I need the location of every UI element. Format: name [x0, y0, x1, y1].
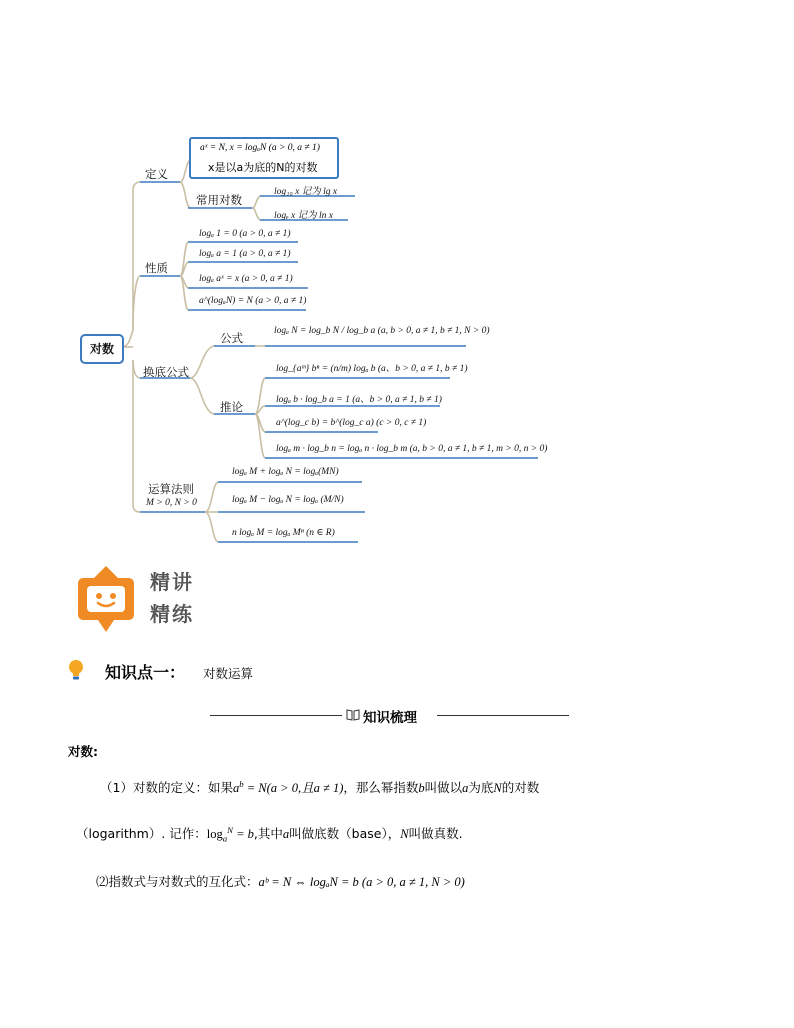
branch-definition-label: 定义: [145, 167, 168, 181]
knowledge-point-subtitle: 对数运算: [203, 666, 254, 681]
property-item: logₐ aˣ = x (a > 0, a ≠ 1): [199, 274, 293, 284]
corollary-item: logₐ m · log_b n = logₐ n · log_b m (a, b > 0, a ≠ 1, b ≠ 1, m > 0, n > 0): [276, 444, 548, 454]
brand-line-2: 精练: [150, 602, 194, 626]
p2-mid2: 叫做底数（base），: [289, 826, 401, 841]
knowledge-point-title: 知识点一：: [105, 663, 186, 682]
operation-item: logₐ M + logₐ N = logₐ(MN): [232, 467, 339, 477]
branch-operations-label: 运算法则: [148, 482, 194, 496]
p1-power: $a^b$: [232, 778, 244, 795]
content-heading: 对数:: [68, 744, 98, 759]
p3-formula: aᵇ = N ⇔ logₐN = b (a > 0, a ≠ 1, N > 0): [258, 875, 465, 889]
p1-mid: 叫做以: [424, 780, 463, 795]
property-item: a^(logₐN) = N (a > 0, a ≠ 1): [199, 296, 307, 306]
branch-change-of-base-label: 换底公式: [143, 365, 189, 379]
mind-map-root: 对数: [80, 334, 124, 364]
change-of-base-formula: logₐ N = log_b N / log_b a (a, b > 0, a ≠ 1, b ≠ 1, N > 0): [274, 326, 490, 336]
corollary-label: 推论: [220, 400, 243, 414]
section-title: 知识梳理: [363, 710, 417, 726]
lightbulb-icon: [68, 659, 84, 681]
property-item: logₐ 1 = 0 (a > 0, a ≠ 1): [199, 229, 291, 239]
paragraph-definition: （1）对数的定义：如果$a^b = N(a > 0$,且a ≠ 1)，那么幂指数b叫做以a为底N的对数: [100, 778, 540, 795]
brand-robot-icon: [74, 564, 138, 634]
p2-var-a: a: [282, 827, 290, 841]
p1-condition: N(a > 0,且a ≠ 1): [258, 781, 344, 795]
p2-var-n: N: [400, 827, 409, 841]
p2-formula: = b: [236, 827, 254, 841]
p1-var-a: a: [462, 781, 469, 795]
p2-log: $\log_a^N$: [206, 824, 233, 844]
brand-line-1: 精讲: [150, 570, 194, 594]
paragraph-notation: [76, 824, 463, 844]
p1-prefix: （1）对数的定义：如果: [100, 780, 233, 795]
p2-mid: ,其中: [253, 826, 283, 841]
common-log-item: log₁₀ x 记为 lg x: [274, 187, 338, 197]
operation-item: n logₐ M = logₐ Mⁿ (n ∈ R): [232, 528, 335, 538]
p1-end: 的对数: [501, 780, 540, 795]
p2-start: （logarithm）. 记作：: [76, 826, 207, 841]
p2-end: 叫做真数.: [408, 826, 463, 841]
corollary-item: log_{aᵐ} bⁿ = (n/m) logₐ b (a、b > 0, a ≠ 1, b ≠ 1): [276, 364, 468, 374]
property-item: logₐ a = 1 (a > 0, a ≠ 1): [199, 249, 291, 259]
corollary-item: logₐ b · log_b a = 1 (a、b > 0, a ≠ 1, b ≠ 1): [276, 395, 442, 405]
section-divider-left: [210, 715, 342, 716]
definition-box: [189, 137, 339, 179]
p1-var-b: b: [418, 781, 425, 795]
p3-start: ⑵指数式与对数式的互化式：: [96, 874, 259, 889]
p1-var-n: N: [493, 781, 502, 795]
corollary-item: a^(log_c b) = b^(log_c a) (c > 0, c ≠ 1): [276, 418, 427, 428]
branch-properties-label: 性质: [145, 261, 168, 275]
book-icon: [346, 708, 360, 722]
p1-mid2: 为底: [468, 780, 494, 795]
common-log-item: logₑ x 记为 ln x: [274, 211, 333, 221]
definition-formula: aˣ = N, x = logₐN (a > 0, a ≠ 1): [200, 143, 320, 153]
change-of-base-formula-label: 公式: [220, 331, 243, 345]
paragraph-conversion: [96, 872, 465, 890]
section-divider-right: [437, 715, 569, 716]
p1-suffix: ，那么幂指数: [343, 780, 419, 795]
definition-text: x是以a为底的N的对数: [208, 161, 318, 174]
branch-common-log-label: 常用对数: [196, 193, 242, 207]
operation-item: logₐ M − logₐ N = logₐ (M/N): [232, 495, 344, 505]
operations-condition: M > 0, N > 0: [146, 498, 197, 508]
